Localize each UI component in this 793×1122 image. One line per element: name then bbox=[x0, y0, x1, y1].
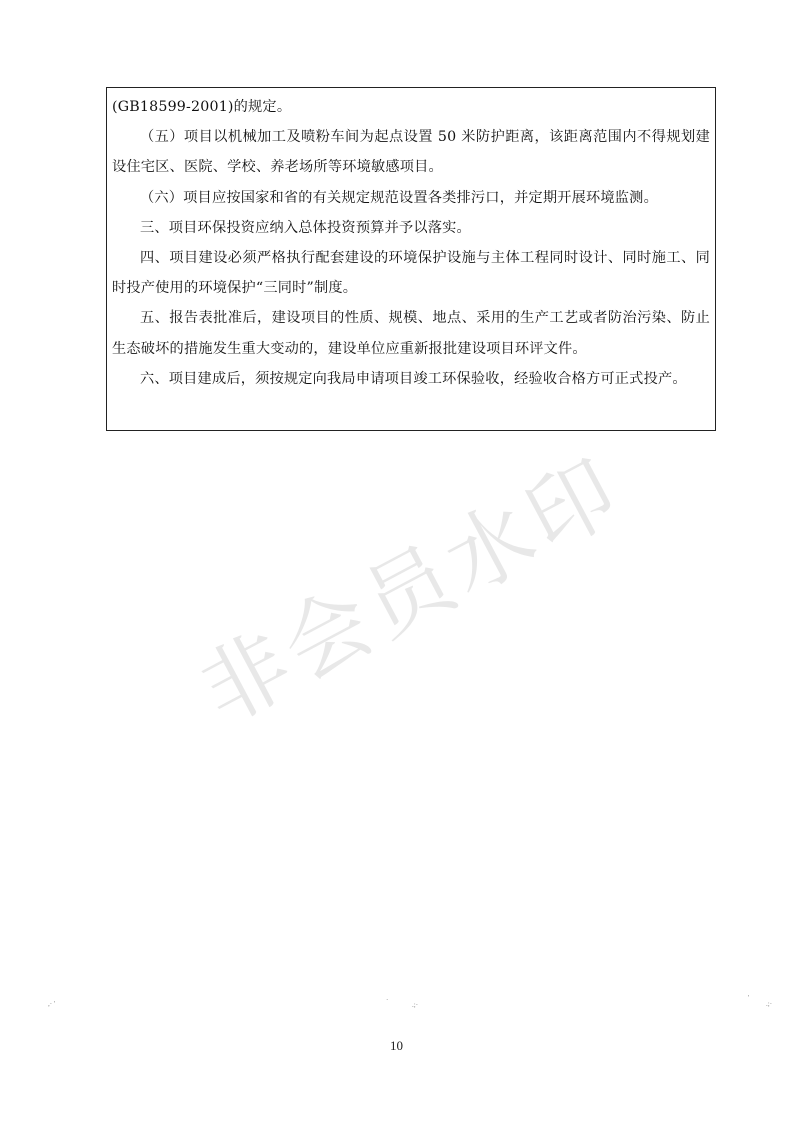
paragraph-section-4: 四、项目建设必须严格执行配套建设的环境保护设施与主体工程同时设计、同时施工、同时投产使用的环境保护“三同时”制度。 bbox=[112, 250, 710, 297]
paragraph-item-6: （六）项目应按国家和省的有关规定规范设置各类排污口，并定期开展环境监测。 bbox=[140, 189, 658, 206]
paragraph-section-6: 六、项目建成后，须按规定向我局申请项目竣工环保验收，经验收合格方可正式投产。 bbox=[140, 370, 687, 387]
paragraph-section-5: 五、报告表批准后，建设项目的性质、规模、地点、采用的生产工艺或者防治污染、防止生态破坏的措施发生重大变动的，建设单位应重新报批建设项目环评文件。 bbox=[112, 310, 710, 357]
approval-opinion-box bbox=[106, 87, 716, 431]
paragraph-item-5: （五）项目以机械加工及喷粉车间为起点设置 50 米防护距离，该距离范围内不得规划建设住宅区、医院、学校、养老场所等环境敏感项目。 bbox=[112, 129, 710, 176]
scan-speck: .;· bbox=[766, 1000, 773, 1008]
paragraph-standard-ref: (GB18599-2001)的规定。 bbox=[112, 99, 292, 115]
scan-speck: · bbox=[386, 996, 389, 1004]
scan-speck: ,· ' bbox=[48, 1000, 56, 1008]
scan-speck: .;· bbox=[412, 1001, 419, 1009]
paragraph-section-3: 三、项目环保投资应纳入总体投资预算并予以落实。 bbox=[140, 219, 471, 236]
scan-speck: ' bbox=[748, 994, 750, 1002]
watermark-text: 非会员水印 bbox=[185, 438, 639, 744]
page-number: 10 bbox=[390, 1038, 403, 1053]
watermark bbox=[167, 417, 649, 752]
